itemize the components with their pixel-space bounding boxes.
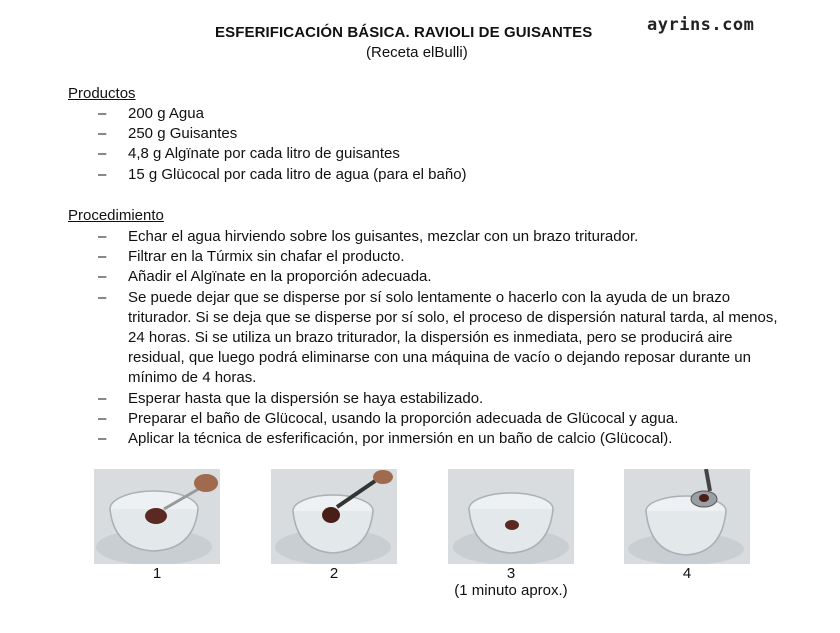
recipe-title: ESFERIFICACIÓN BÁSICA. RAVIOLI DE GUISANTES: [215, 24, 593, 41]
watermark-logo: ayrins.com: [647, 15, 755, 35]
photo-4: [624, 469, 750, 564]
dash-bullet: –: [98, 125, 107, 143]
procedimiento-item-text: Preparar el baño de Glücocal, usando la proporción adecuada de Glücocal y agua.: [128, 409, 679, 427]
list-item: [0, 144, 778, 164]
caption-number: 1: [152, 565, 162, 582]
procedimiento-item-text: Echar el agua hirviendo sobre los guisantes, mezclar con un brazo triturador.: [128, 228, 639, 245]
dash-bullet: –: [98, 430, 107, 448]
list-item: [0, 288, 778, 389]
photo-caption-2: [271, 565, 397, 582]
photo-1: [94, 469, 220, 564]
dash-bullet: –: [98, 145, 107, 163]
procedimiento-item-text: Aplicar la técnica de esferificación, por inmersión en un baño de calcio (Glücocal).: [128, 430, 673, 448]
procedimiento-item-text: Filtrar en la Túrmix sin chafar el producto.: [128, 248, 405, 266]
list-item: [0, 124, 778, 144]
dash-bullet: –: [98, 288, 107, 306]
dash-bullet: –: [98, 389, 107, 407]
productos-item-text: 200 g Agua: [128, 105, 204, 122]
list-item: [0, 247, 778, 267]
productos-item-text: 250 g Guisantes: [128, 125, 238, 143]
list-item: [0, 267, 778, 287]
list-item: [0, 104, 778, 124]
list-item: [0, 227, 778, 247]
photo-caption-3: [431, 565, 591, 599]
caption-number: 4: [682, 565, 692, 582]
photo-3: [448, 469, 574, 564]
caption-number: 2: [329, 565, 339, 582]
photo-caption-4: [624, 565, 750, 582]
productos-heading: Productos: [68, 85, 136, 102]
productos-item-text: 15 g Glücocal por cada litro de agua (para el baño): [128, 165, 467, 183]
procedimiento-item-text: Se puede dejar que se disperse por sí solo lentamente o hacerlo con la ayuda de un brazo triturador. Si se deja que se disperse por sí solo, el proceso de dispersión natural tarda, al menos, 24 horas. Si se utiliza un brazo triturador, la dispersión es inmediata, pero se producirá aire residual, que luego podrá eliminarse con una máquina de vacío o dejando reposar durante un mínimo de 4 horas.: [128, 288, 778, 387]
dash-bullet: –: [98, 248, 107, 266]
list-item: [0, 429, 778, 449]
productos-item-text: 4,8 g Algïnate por cada litro de guisantes: [128, 145, 400, 163]
productos-list: [0, 104, 778, 185]
caption-number: 3: [506, 565, 516, 582]
dash-bullet: –: [98, 228, 107, 245]
dash-bullet: –: [98, 268, 107, 286]
photo-caption-1: [94, 565, 220, 582]
caption-note: (1 minuto aprox.): [454, 582, 568, 599]
procedimiento-item-text: Esperar hasta que la dispersión se haya estabilizado.: [128, 389, 484, 407]
dash-bullet: –: [98, 105, 107, 122]
dash-bullet: –: [98, 165, 107, 183]
list-item: [0, 409, 778, 429]
procedimiento-list: [0, 227, 778, 449]
list-item: [0, 389, 778, 409]
dash-bullet: –: [98, 409, 107, 427]
procedimiento-item-text: Añadir el Algïnate en la proporción adecuada.: [128, 268, 432, 286]
list-item: [0, 165, 778, 185]
photo-2: [271, 469, 397, 564]
procedimiento-heading: Procedimiento: [68, 207, 164, 224]
recipe-subtitle: (Receta elBulli): [366, 44, 468, 61]
